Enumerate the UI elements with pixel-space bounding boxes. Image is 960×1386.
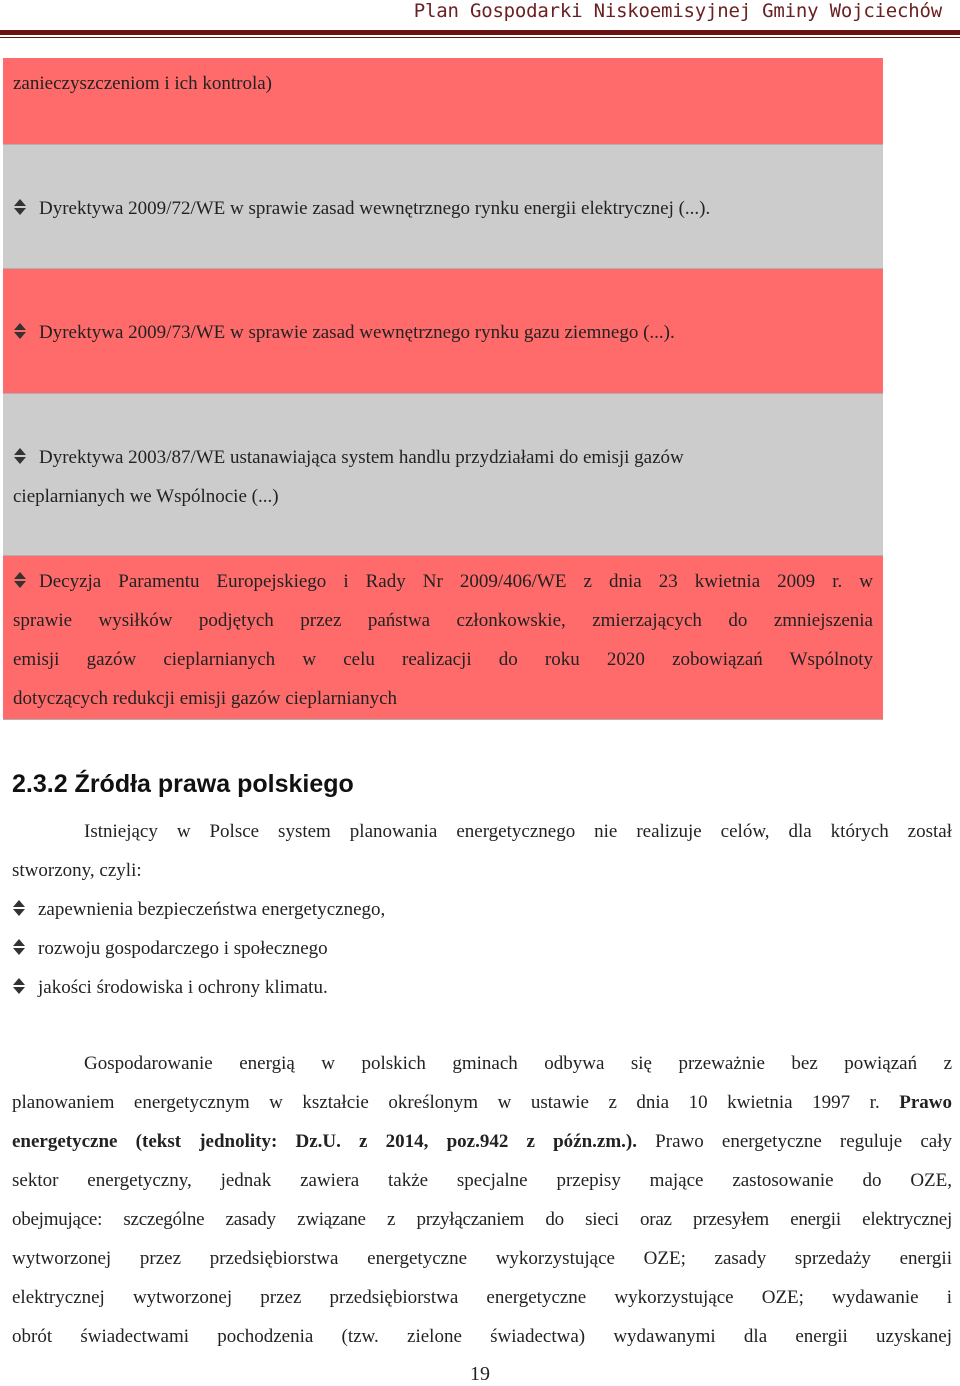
double-arrow-icon xyxy=(12,977,26,995)
law-title-bold: Prawo xyxy=(899,1092,952,1113)
paragraph-text: planowaniem energetycznym w kształcie określonym w ustawie z dnia 10 kwietnia 1997 r. xyxy=(12,1092,880,1113)
paragraph-line: obrót świadectwami pochodzenia (tzw. zielone świadectwa) wydawanymi dla energii uzyskanej xyxy=(12,1326,952,1347)
paragraph-line xyxy=(12,1083,952,1122)
goals-list xyxy=(12,890,385,1007)
intro-paragraph xyxy=(12,812,952,890)
row-text xyxy=(13,562,873,718)
table-row xyxy=(3,145,883,269)
table-row xyxy=(3,58,883,145)
list-item-text: zapewnienia bezpieczeństwa energetycznego, xyxy=(38,899,386,920)
row-line: Dyrektywa 2009/72/WE w sprawie zasad wewnętrznego rynku energii elektrycznej (...). xyxy=(39,198,711,219)
section-heading: 2.3.2 Źródła prawa polskiego xyxy=(12,770,354,798)
row-line: Dyrektywa 2009/73/WE w sprawie zasad wewnętrznego rynku gazu ziemnego (...). xyxy=(39,322,675,343)
paragraph-line: stworzony, czyli: xyxy=(12,860,142,881)
table-row xyxy=(3,394,883,556)
row-text xyxy=(13,64,873,103)
row-text xyxy=(13,313,873,352)
page-header xyxy=(0,0,960,40)
paragraph-line: Istniejący w Polsce system planowania energetycznego nie realizuje celów, dla których został xyxy=(84,821,952,842)
energy-law-paragraph xyxy=(12,1044,952,1356)
double-arrow-icon xyxy=(13,198,27,216)
table-row xyxy=(3,269,883,394)
double-arrow-icon xyxy=(13,571,27,589)
double-arrow-icon xyxy=(12,938,26,956)
header-rule-thin xyxy=(0,37,960,38)
row-line: cieplarnianych we Wspólnocie (...) xyxy=(13,486,279,507)
paragraph-line: wytworzonej przez przedsiębiorstwa energetyczne wykorzystujące OZE; zasady sprzedaży energii xyxy=(12,1248,952,1269)
row-text xyxy=(13,189,873,228)
list-item xyxy=(12,929,385,968)
double-arrow-icon xyxy=(12,899,26,917)
list-item xyxy=(12,890,385,929)
paragraph-line: Gospodarowanie energią w polskich gminach odbywa się przeważnie bez powiązań z xyxy=(84,1053,952,1074)
row-text xyxy=(13,438,873,516)
eu-legislation-table xyxy=(3,58,883,720)
paragraph-text: Prawo energetyczne reguluje cały xyxy=(655,1131,952,1152)
paragraph-line xyxy=(12,1122,952,1161)
row-line: Dyrektywa 2003/87/WE ustanawiająca system handlu przydziałami do emisji gazów xyxy=(39,447,684,468)
header-title: Plan Gospodarki Niskoemisyjnej Gminy Wojciechów xyxy=(413,0,942,22)
header-rule xyxy=(0,30,960,35)
row-line: sprawie wysiłków podjętych przez państwa członkowskie, zmierzających do zmniejszenia xyxy=(13,610,873,631)
row-line: emisji gazów cieplarnianych w celu realizacji do roku 2020 zobowiązań Wspólnoty xyxy=(13,649,873,670)
double-arrow-icon xyxy=(13,447,27,465)
row-line: Decyzja Paramentu Europejskiego i Rady Nr 2009/406/WE z dnia 23 kwietnia 2009 r. w xyxy=(39,571,873,592)
paragraph-line: sektor energetyczny, jednak zawiera także specjalne przepisy mające zastosowanie do OZE, xyxy=(12,1170,952,1191)
list-item xyxy=(12,968,385,1007)
paragraph-line: obejmujące: szczególne zasady związane z przyłączaniem do sieci oraz przesyłem energii elektrycznej xyxy=(12,1209,952,1230)
double-arrow-icon xyxy=(13,322,27,340)
table-row xyxy=(3,556,883,720)
list-item-text: jakości środowiska i ochrony klimatu. xyxy=(38,977,328,998)
row-line: dotyczących redukcji emisji gazów cieplarnianych xyxy=(13,688,398,709)
list-item-text: rozwoju gospodarczego i społecznego xyxy=(38,938,328,959)
page-number: 19 xyxy=(470,1363,490,1385)
paragraph-line: elektrycznej wytworzonej przez przedsiębiorstwa energetyczne wykorzystujące OZE; wydawanie i xyxy=(12,1287,952,1308)
row-line: zanieczyszczeniom i ich kontrola) xyxy=(13,73,273,94)
law-title-bold: energetyczne (tekst jednolity: Dz.U. z 2014, poz.942 z późn.zm.). xyxy=(12,1131,637,1152)
